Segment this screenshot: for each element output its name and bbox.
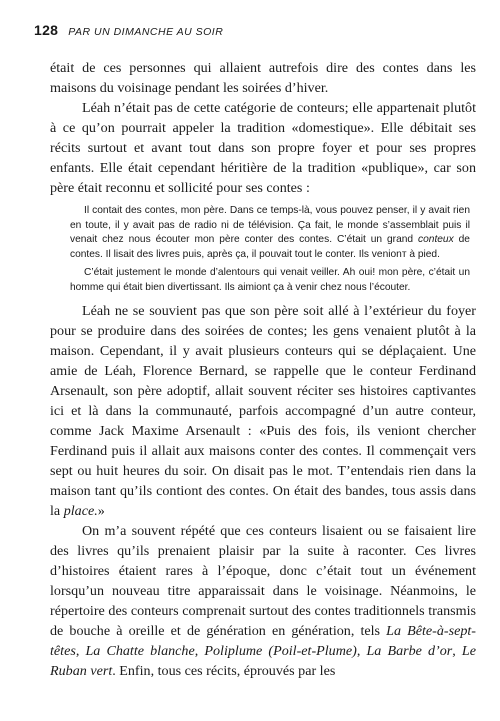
paragraph-3-text-b: » <box>97 502 105 519</box>
block-quote-1 <box>70 204 470 262</box>
quote-1-text-b: de contes. Il lisait des livres puis, après ça, il pouvait tout le conter. Ils venionт à pied. <box>70 234 470 260</box>
paragraph-3-text-a: Léah ne se souvient pas que son père soit allé à l’extérieur du foyer pour se produire dans des soirées de contes; les gens venaient plutôt à la maison. Cependant, il y avait plusieurs conteurs qui se déplaçaient. Une amie de Léah, Florence Bernard, se rappelle que le conteur Ferdinand Arsenault, son père adoptif, allait souvent réciter ses histoires captivantes ici et là dans la communauté, parfois accompagné d’un autre conteur, comme Jack Maxime Arsenault : «Puis des fois, ils veniont chercher Ferdinand puis il allait aux maisons conter des contes. Il commençait vers sept ou huit heures du soir. On disait pas le mot. T’entendais rien dans la maison tant qu’ils contiont des contes. On était des bandes, tous assis dans la <box>50 302 476 519</box>
paragraph-3-emphasis: place. <box>63 502 98 519</box>
tale-title-2: La Chatte blanche <box>85 642 195 659</box>
paragraph-4-text-a: On m’a souvent répété que ces conteurs lisaient ou se faisaient lire des livres qu’ils prenaient plaisir par la suite à raconter. Ces livres d’histoires étaient rares à l’époque, donc c’était tout un événement lorsqu’un nouveau titre apparaissait dans le voisinage. Néanmoins, le répertoire des conteurs comprenait surtout des contes traditionnels transmis de bouche à oreille et de génération en génération, tels <box>50 522 476 639</box>
paragraph-livres <box>50 521 476 681</box>
page-number: 128 <box>34 22 59 38</box>
tale-title-4: La Barbe d’or <box>366 642 453 659</box>
paragraph-conteurs <box>50 301 476 521</box>
quote-1-text-a: Il contait des contes, mon père. Dans ce temps-là, vous pouvez penser, il y avait rien en toute, il y avait pas de radio ni de télévision. Ça fait, le monde s’assemblait puis il venait chez nous écouter mon père conter des contes. C’était un grand <box>70 205 470 246</box>
page-header <box>34 22 480 40</box>
running-title: PAR UN DIMANCHE AU SOIR <box>68 26 224 38</box>
tale-title-3: Poliplume (Poil-et-Plume) <box>204 642 357 659</box>
separator-4: , <box>452 642 462 659</box>
tale-title-5: Le Ruban vert <box>50 642 476 679</box>
quote-1-emphasis: conteux <box>418 234 454 246</box>
paragraph-4-text-b: . Enfin, tous ces récits, éprouvés par les <box>112 662 336 679</box>
separator-3: , <box>356 642 367 659</box>
page-body <box>50 58 476 681</box>
block-quote-2: C’était justement le monde d’alentours qui venait veiller. Ah oui! mon père, c’était un homme qui était bien divertissant. Ils aimiont ça à venir chez nous l’écouter. <box>70 267 470 293</box>
paragraph-continued: était de ces personnes qui allaient autrefois dire des contes dans les maisons du voisinage pendant les soirées d’hiver. <box>50 60 476 96</box>
paragraph-leah-tradition: Léah n’était pas de cette catégorie de conteurs; elle appartenait plutôt à ce qu’on pourrait appeler la tradition «domestique». Elle débitait ses récits surtout et avant tout dans son propre foyer et pour ses propres enfants. Elle était cependant héritière de la tradition «publique», car son père était reconnu et sollicité pour ses contes : <box>50 100 476 196</box>
separator-1: , <box>75 642 86 659</box>
separator-2: , <box>194 642 205 659</box>
tale-title-1: La Bête-à-sept-têtes <box>50 622 476 659</box>
